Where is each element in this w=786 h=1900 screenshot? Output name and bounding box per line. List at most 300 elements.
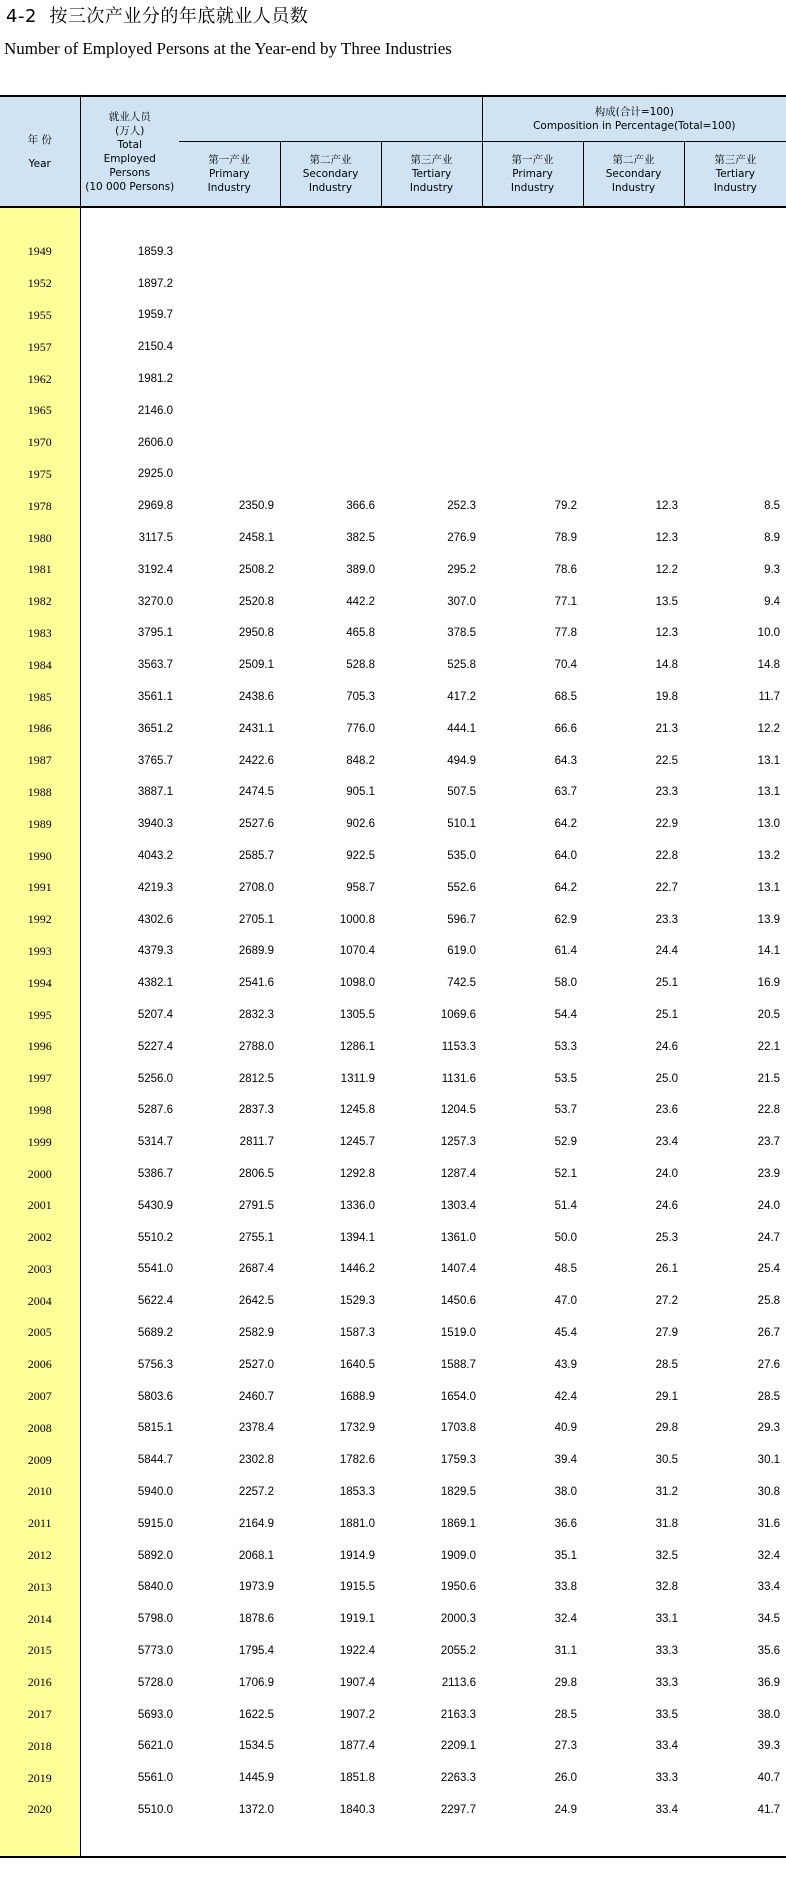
value-cell-blank xyxy=(684,1826,786,1857)
primary-pct-cell xyxy=(482,459,583,491)
secondary-cell xyxy=(280,300,381,332)
table-row xyxy=(0,936,786,968)
secondary-pct-cell: 12.3 xyxy=(655,532,679,545)
primary-cell: 2689.9 xyxy=(238,945,274,958)
secondary-cell: 922.5 xyxy=(346,850,375,863)
primary-pct-cell xyxy=(482,427,583,459)
total-cell: 5892.0 xyxy=(137,1549,173,1562)
tertiary-pct-cell: 8.9 xyxy=(764,532,781,545)
secondary-pct-cell: 27.9 xyxy=(655,1326,679,1339)
table-row xyxy=(0,554,786,586)
primary-pct-cell: 61.4 xyxy=(554,945,578,958)
total-cell: 5844.7 xyxy=(137,1454,173,1467)
secondary-pct-cell xyxy=(583,459,684,491)
secondary-pct-cell: 33.4 xyxy=(655,1740,679,1753)
year-cell: 1999 xyxy=(0,1126,80,1158)
year-cell: 2014 xyxy=(0,1603,80,1635)
table-row xyxy=(0,1794,786,1826)
tertiary-cell xyxy=(381,363,482,395)
total-cell: 5561.0 xyxy=(137,1772,173,1785)
secondary-pct-cell xyxy=(583,331,684,363)
secondary-pct-cell: 33.3 xyxy=(655,1676,679,1689)
secondary-pct-cell: 25.0 xyxy=(655,1072,679,1085)
secondary-cell: 705.3 xyxy=(346,691,375,704)
tertiary-pct-cell: 13.1 xyxy=(757,754,781,767)
primary-cell: 2164.9 xyxy=(238,1517,274,1530)
primary-pct-cell: 64.3 xyxy=(554,754,578,767)
table-row xyxy=(0,490,786,522)
primary-cell: 2755.1 xyxy=(238,1231,274,1244)
tertiary-pct-cell: 40.7 xyxy=(757,1772,781,1785)
tertiary-pct-cell: 21.5 xyxy=(757,1072,781,1085)
secondary-pct-cell: 19.8 xyxy=(655,691,679,704)
primary-pct-cell: 29.8 xyxy=(554,1676,578,1689)
year-cell: 1962 xyxy=(0,363,80,395)
year-cell: 1998 xyxy=(0,1095,80,1127)
composition-header-cn: 构成(合计=100) xyxy=(594,106,674,118)
tertiary-cell: 1131.6 xyxy=(441,1072,477,1085)
tertiary-cell xyxy=(381,236,482,268)
primary-cell: 2508.2 xyxy=(238,563,274,576)
secondary-pct-cell: 25.1 xyxy=(655,977,679,990)
total-cell: 5689.2 xyxy=(137,1326,173,1339)
tertiary-cell: 252.3 xyxy=(447,500,477,513)
secondary-pct-cell: 29.1 xyxy=(655,1390,679,1403)
tertiary-cell: 2209.1 xyxy=(440,1740,477,1753)
tertiary-pct-cell xyxy=(684,363,786,395)
secondary-pct-cell: 13.5 xyxy=(655,595,679,608)
total-header-en-2: Employed xyxy=(103,152,156,165)
table-row xyxy=(0,268,786,300)
tertiary-cell: 1519.0 xyxy=(440,1326,477,1339)
primary-cell: 1795.4 xyxy=(238,1644,274,1657)
total-cell: 5803.6 xyxy=(137,1390,173,1403)
primary-cell: 2788.0 xyxy=(238,1040,274,1053)
secondary-pct-cell: 33.3 xyxy=(655,1772,679,1785)
secondary-pct-cell: 23.3 xyxy=(655,913,679,926)
year-cell: 2017 xyxy=(0,1699,80,1731)
value-cell-blank xyxy=(280,207,381,236)
primary-pct-cell: 31.1 xyxy=(554,1644,578,1657)
total-cell: 3887.1 xyxy=(137,786,173,799)
secondary-pct-cell: 25.1 xyxy=(655,1009,679,1022)
secondary-pct-cell xyxy=(583,363,684,395)
table-row xyxy=(0,236,786,268)
primary-pct-cell xyxy=(482,300,583,332)
primary-cell: 2837.3 xyxy=(238,1104,274,1117)
secondary-cell: 382.5 xyxy=(346,532,375,545)
total-cell: 4219.3 xyxy=(137,881,173,894)
tertiary-pct-cell: 24.7 xyxy=(757,1231,781,1244)
year-header-en: Year xyxy=(28,157,51,170)
primary-cell: 2068.1 xyxy=(238,1549,274,1562)
table-row xyxy=(0,618,786,650)
secondary-cell: 1877.4 xyxy=(339,1740,375,1753)
primary-pct-cell: 64.2 xyxy=(554,881,578,894)
table-row xyxy=(0,1603,786,1635)
total-cell: 5622.4 xyxy=(137,1295,173,1308)
tertiary-pct-cell: 27.6 xyxy=(757,1358,781,1371)
tertiary-cell: 619.0 xyxy=(447,945,477,958)
tertiary-cell: 535.0 xyxy=(447,850,477,863)
secondary-pct-cell: 26.1 xyxy=(655,1263,679,1276)
secondary-cell: 1286.1 xyxy=(339,1040,375,1053)
total-cell: 5693.0 xyxy=(137,1708,173,1721)
year-cell: 2018 xyxy=(0,1730,80,1762)
primary-cell: 2811.7 xyxy=(239,1136,274,1149)
primary-cell: 2642.5 xyxy=(238,1295,274,1308)
primary-cell xyxy=(179,363,280,395)
secondary-cell: 1000.8 xyxy=(339,913,375,926)
primary-cell: 2806.5 xyxy=(238,1168,274,1180)
tertiary-cell: 2113.6 xyxy=(441,1676,477,1689)
tertiary-pct-cell: 23.9 xyxy=(757,1168,781,1180)
tertiary-pct-cell xyxy=(684,427,786,459)
secondary-pct-cell: 24.6 xyxy=(655,1040,679,1053)
tertiary-pct-cell: 35.6 xyxy=(757,1644,781,1657)
total-cell: 3563.7 xyxy=(137,659,173,672)
primary-pct-cell: 33.8 xyxy=(554,1581,578,1594)
total-cell: 3561.1 xyxy=(137,691,173,704)
secondary-cell: 1732.9 xyxy=(339,1422,375,1435)
table-row xyxy=(0,1540,786,1572)
primary-cell xyxy=(179,268,280,300)
employment-table-container xyxy=(0,95,786,1858)
primary-pct-cell: 35.1 xyxy=(554,1549,578,1562)
tertiary-pct-cell xyxy=(684,236,786,268)
total-cell: 2150.4 xyxy=(137,341,173,354)
primary-cell: 2812.5 xyxy=(238,1072,274,1085)
value-cell-blank xyxy=(80,207,179,236)
primary-pct-cell xyxy=(482,268,583,300)
table-row xyxy=(0,1126,786,1158)
value-cell-blank xyxy=(684,207,786,236)
tertiary-pct-cell: 29.3 xyxy=(757,1422,781,1435)
secondary-cell: 1070.4 xyxy=(339,945,375,958)
primary-cell: 2474.5 xyxy=(238,786,274,799)
secondary-pct-cell: 32.5 xyxy=(655,1549,679,1562)
year-cell: 2000 xyxy=(0,1158,80,1190)
table-row xyxy=(0,1095,786,1127)
table-row xyxy=(0,1063,786,1095)
tertiary-pct-cell: 41.7 xyxy=(757,1803,781,1816)
primary-pct-cell: 51.4 xyxy=(554,1199,578,1212)
secondary-pct-cell: 33.3 xyxy=(655,1644,679,1657)
tertiary-cell: 2297.7 xyxy=(440,1803,477,1816)
tertiary-cell: 1257.3 xyxy=(440,1136,477,1149)
tertiary-pct-cell: 33.4 xyxy=(757,1581,781,1594)
value-cell-blank xyxy=(482,1826,583,1857)
primary-pct-cell xyxy=(482,363,583,395)
secondary-cell: 1907.2 xyxy=(339,1708,375,1721)
primary-pct-cell: 64.2 xyxy=(554,818,578,831)
value-cell-blank xyxy=(381,207,482,236)
year-cell: 2004 xyxy=(0,1285,80,1317)
secondary-cell: 465.8 xyxy=(346,627,375,640)
primary-pct-cell: 36.6 xyxy=(554,1517,578,1530)
secondary-cell: 1688.9 xyxy=(339,1390,375,1403)
tertiary-pct-cell: 14.1 xyxy=(757,945,781,958)
secondary-cell: 1782.6 xyxy=(339,1454,375,1467)
secondary-cell: 848.2 xyxy=(346,754,375,767)
tertiary-cell: 742.5 xyxy=(447,977,477,990)
table-row xyxy=(0,1730,786,1762)
secondary-cell: 1881.0 xyxy=(339,1517,375,1530)
tertiary-cell: 1287.4 xyxy=(440,1168,477,1180)
year-cell: 1990 xyxy=(0,840,80,872)
value-cell-blank xyxy=(583,207,684,236)
secondary-pct-cell: 23.6 xyxy=(655,1104,679,1117)
secondary-pct-cell: 33.1 xyxy=(655,1613,679,1626)
primary-pct-cell xyxy=(482,236,583,268)
secondary-pct-cell xyxy=(583,268,684,300)
industry-header-blank xyxy=(179,96,482,142)
year-cell: 2011 xyxy=(0,1508,80,1540)
table-row xyxy=(0,363,786,395)
secondary-pct-cell: 22.7 xyxy=(655,881,679,894)
tertiary-pct-cell: 30.1 xyxy=(757,1454,781,1467)
primary-cell xyxy=(179,459,280,491)
total-header-en-unit: (10 000 Persons) xyxy=(85,180,175,193)
secondary-pct-cell: 27.2 xyxy=(655,1295,679,1308)
secondary-pct-header-cn: 第二产业 xyxy=(612,154,655,166)
year-cell: 1995 xyxy=(0,999,80,1031)
year-cell: 2008 xyxy=(0,1412,80,1444)
year-cell: 2006 xyxy=(0,1349,80,1381)
tertiary-cell: 307.0 xyxy=(447,595,477,608)
primary-pct-cell: 48.5 xyxy=(554,1263,578,1276)
table-row xyxy=(0,300,786,332)
tertiary-header-en-2: Industry xyxy=(409,182,454,194)
primary-cell: 1622.5 xyxy=(238,1708,274,1721)
primary-cell: 2527.6 xyxy=(238,818,274,831)
secondary-pct-cell: 22.5 xyxy=(655,754,679,767)
tertiary-cell: 1069.6 xyxy=(440,1009,477,1022)
tertiary-pct-cell: 25.4 xyxy=(757,1263,781,1276)
tertiary-cell: 295.2 xyxy=(447,563,477,576)
total-cell: 1981.2 xyxy=(137,373,173,386)
total-header xyxy=(80,96,179,207)
tertiary-pct-header-en-1: Tertiary xyxy=(715,168,755,180)
year-cell: 1997 xyxy=(0,1063,80,1095)
secondary-cell: 442.2 xyxy=(346,595,375,608)
tertiary-pct-cell: 13.2 xyxy=(757,850,781,863)
tertiary-cell: 1654.0 xyxy=(440,1390,477,1403)
primary-header-cn: 第一产业 xyxy=(208,154,251,166)
table-row xyxy=(0,522,786,554)
secondary-cell: 1915.5 xyxy=(339,1581,375,1594)
primary-cell: 2302.8 xyxy=(238,1454,274,1467)
primary-pct-cell: 79.2 xyxy=(554,500,578,513)
tertiary-cell: 2263.3 xyxy=(440,1772,477,1785)
tertiary-cell: 510.1 xyxy=(447,818,477,831)
total-cell: 5815.1 xyxy=(137,1422,173,1435)
tertiary-cell xyxy=(381,331,482,363)
primary-pct-cell: 43.9 xyxy=(554,1358,578,1371)
year-cell: 1957 xyxy=(0,331,80,363)
table-row xyxy=(0,1349,786,1381)
tertiary-cell: 552.6 xyxy=(447,881,477,894)
secondary-cell: 1336.0 xyxy=(339,1199,375,1212)
secondary-cell: 389.0 xyxy=(346,563,375,576)
secondary-pct-header-en-2: Industry xyxy=(611,182,656,194)
table-row xyxy=(0,745,786,777)
tertiary-pct-cell: 32.4 xyxy=(757,1549,781,1562)
total-cell: 5510.2 xyxy=(137,1231,173,1244)
tertiary-pct-cell: 30.8 xyxy=(757,1485,781,1498)
tertiary-cell: 494.9 xyxy=(447,754,477,767)
secondary-cell: 1394.1 xyxy=(339,1231,375,1244)
tertiary-pct-cell xyxy=(684,459,786,491)
primary-pct-header-en-1: Primary xyxy=(512,168,553,180)
secondary-pct-cell: 12.2 xyxy=(655,563,679,576)
primary-cell: 2832.3 xyxy=(238,1009,274,1022)
secondary-cell: 1853.3 xyxy=(339,1485,375,1498)
primary-cell: 2422.6 xyxy=(238,754,274,767)
year-cell: 1987 xyxy=(0,745,80,777)
total-cell: 5756.3 xyxy=(137,1358,173,1371)
primary-pct-cell: 77.1 xyxy=(554,595,578,608)
primary-pct-cell: 42.4 xyxy=(554,1390,578,1403)
tertiary-pct-cell xyxy=(684,331,786,363)
secondary-header-en-2: Industry xyxy=(308,182,353,194)
table-row xyxy=(0,872,786,904)
total-header-en-3: Persons xyxy=(109,166,151,179)
tertiary-pct-cell: 13.0 xyxy=(757,818,781,831)
year-header xyxy=(0,96,80,207)
secondary-pct-cell: 33.4 xyxy=(655,1803,679,1816)
tertiary-cell xyxy=(381,268,482,300)
total-cell: 5728.0 xyxy=(137,1676,173,1689)
secondary-cell: 1292.8 xyxy=(339,1168,375,1180)
tertiary-pct-cell: 16.9 xyxy=(757,977,781,990)
tertiary-cell: 1450.6 xyxy=(440,1295,477,1308)
table-row xyxy=(0,808,786,840)
tertiary-cell: 2163.3 xyxy=(440,1708,477,1721)
tertiary-pct-cell: 14.8 xyxy=(757,659,781,672)
table-row xyxy=(0,1158,786,1190)
year-cell: 1965 xyxy=(0,395,80,427)
total-cell: 4043.2 xyxy=(137,850,173,863)
tertiary-cell: 1909.0 xyxy=(440,1549,477,1562)
tertiary-pct-cell: 22.8 xyxy=(757,1104,781,1117)
total-cell: 2969.8 xyxy=(137,500,173,513)
tertiary-header xyxy=(381,142,482,208)
secondary-pct-cell: 29.8 xyxy=(655,1422,679,1435)
primary-cell: 2687.4 xyxy=(238,1263,274,1276)
tertiary-pct-cell: 13.1 xyxy=(757,786,781,799)
tertiary-cell: 525.8 xyxy=(447,659,477,672)
secondary-cell: 1907.4 xyxy=(339,1676,375,1689)
tertiary-pct-header-cn: 第三产业 xyxy=(714,154,757,166)
primary-pct-cell: 58.0 xyxy=(554,977,578,990)
secondary-pct-cell: 24.0 xyxy=(655,1168,679,1180)
secondary-cell: 1529.3 xyxy=(339,1295,375,1308)
year-cell: 1984 xyxy=(0,649,80,681)
table-end-row xyxy=(0,1826,786,1857)
tertiary-cell: 1361.0 xyxy=(440,1231,477,1244)
total-cell: 2146.0 xyxy=(137,404,173,417)
year-cell: 2019 xyxy=(0,1762,80,1794)
total-cell: 5430.9 xyxy=(137,1199,173,1212)
total-header-unit-cn: (万人) xyxy=(115,124,145,137)
total-cell: 5621.0 xyxy=(137,1740,173,1753)
primary-pct-cell: 47.0 xyxy=(554,1295,578,1308)
tertiary-cell: 276.9 xyxy=(447,532,477,545)
primary-pct-cell: 77.8 xyxy=(554,627,578,640)
table-row xyxy=(0,840,786,872)
secondary-pct-cell: 31.8 xyxy=(655,1517,679,1530)
secondary-cell: 528.8 xyxy=(346,659,375,672)
primary-cell: 2705.1 xyxy=(238,913,274,926)
primary-pct-cell: 24.9 xyxy=(554,1803,578,1816)
primary-pct-cell: 52.1 xyxy=(554,1168,578,1180)
year-cell: 1982 xyxy=(0,586,80,618)
secondary-cell xyxy=(280,459,381,491)
total-cell: 3651.2 xyxy=(137,722,173,735)
year-cell: 2005 xyxy=(0,1317,80,1349)
year-cell: 2007 xyxy=(0,1381,80,1413)
total-cell: 3192.4 xyxy=(137,563,173,576)
secondary-header xyxy=(280,142,381,208)
table-row xyxy=(0,459,786,491)
tertiary-cell: 1869.1 xyxy=(440,1517,477,1530)
table-number: 4-2 xyxy=(6,6,37,27)
tertiary-pct-cell: 24.0 xyxy=(757,1199,781,1212)
tertiary-pct-cell: 39.3 xyxy=(757,1740,781,1753)
primary-pct-cell: 53.7 xyxy=(554,1104,578,1117)
tertiary-cell xyxy=(381,300,482,332)
primary-cell: 2438.6 xyxy=(238,691,274,704)
secondary-pct-cell: 33.5 xyxy=(655,1708,679,1721)
secondary-pct-cell: 12.3 xyxy=(655,627,679,640)
year-cell: 1978 xyxy=(0,490,80,522)
year-cell: 1980 xyxy=(0,522,80,554)
total-cell: 1959.7 xyxy=(137,309,173,322)
primary-cell: 2527.0 xyxy=(238,1358,274,1371)
table-row xyxy=(0,649,786,681)
table-row xyxy=(0,395,786,427)
total-cell: 5915.0 xyxy=(137,1517,173,1530)
secondary-cell: 1587.3 xyxy=(339,1326,375,1339)
primary-cell: 2520.8 xyxy=(238,595,274,608)
primary-cell: 2458.1 xyxy=(238,532,274,545)
tertiary-pct-cell: 13.9 xyxy=(757,913,781,926)
tertiary-cell: 1303.4 xyxy=(440,1199,477,1212)
secondary-cell: 1311.9 xyxy=(340,1072,375,1085)
year-cell: 1949 xyxy=(0,236,80,268)
tertiary-header-en-1: Tertiary xyxy=(411,168,452,180)
tertiary-pct-cell: 36.9 xyxy=(757,1676,781,1689)
tertiary-pct-cell: 9.3 xyxy=(764,563,781,576)
total-cell: 2925.0 xyxy=(137,468,173,481)
table-row xyxy=(0,1762,786,1794)
total-cell: 3795.1 xyxy=(137,627,173,640)
tertiary-cell: 507.5 xyxy=(447,786,477,799)
total-header-cn: 就业人员 xyxy=(108,110,151,123)
secondary-pct-cell: 30.5 xyxy=(655,1454,679,1467)
year-cell: 2015 xyxy=(0,1635,80,1667)
secondary-pct-cell: 22.8 xyxy=(655,850,679,863)
table-row xyxy=(0,1571,786,1603)
secondary-cell xyxy=(280,427,381,459)
secondary-pct-cell: 23.3 xyxy=(655,786,679,799)
table-row xyxy=(0,1031,786,1063)
secondary-cell xyxy=(280,395,381,427)
table-row xyxy=(0,1699,786,1731)
primary-header-en-2: Industry xyxy=(207,182,251,194)
total-cell: 5287.6 xyxy=(137,1104,173,1117)
